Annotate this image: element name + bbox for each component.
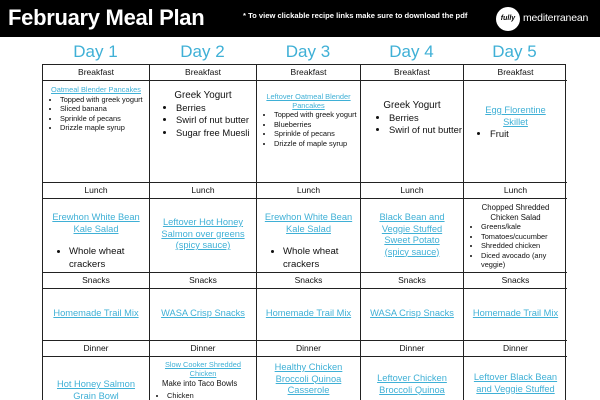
day-1-snacks — [43, 289, 149, 341]
list-item: • Drizzle maple syrup — [60, 123, 149, 133]
pdf-note: * To view clickable recipe links make sure to download the pdf — [243, 11, 468, 20]
brand-logo — [496, 7, 596, 31]
list-item: • Shredded chicken — [481, 241, 567, 251]
list-item: • Berries — [176, 102, 256, 114]
day-4-heading: Day 4 — [389, 42, 434, 61]
list-item: • Whole wheat crackers — [283, 245, 360, 271]
wasa-crisp-link[interactable]: WASA Crisp Snacks — [161, 308, 245, 318]
list-item: • Whole wheat crackers — [69, 245, 149, 271]
day-5-breakfast-list — [464, 128, 567, 140]
white-bean-salad-link[interactable]: Erewhon White Bean Kale Salad — [52, 212, 140, 234]
list-item: • Sliced banana — [60, 104, 149, 114]
day-3-dinner — [257, 357, 360, 400]
day-1-breakfast — [43, 81, 149, 183]
day-5-heading: Day 5 — [492, 42, 537, 61]
day-2-column — [150, 65, 257, 400]
day-4-column — [361, 65, 464, 400]
day-2-heading: Day 2 — [180, 42, 225, 61]
day-2-dinner-list — [150, 391, 256, 400]
day-1-breakfast-list — [43, 95, 149, 133]
list-item: • Sprinkle of pecans — [60, 114, 149, 124]
day-2-breakfast — [150, 81, 256, 183]
spicy-sauce-link[interactable]: (spicy sauce) — [384, 246, 440, 257]
day-3-breakfast — [257, 81, 360, 183]
salmon-grain-bowl-link[interactable]: Hot Honey Salmon Grain Bowl — [56, 379, 136, 400]
day-4-lunch — [361, 199, 463, 273]
breakfast-label: Breakfast — [257, 65, 360, 81]
leftover-salmon-link[interactable]: Leftover Hot Honey Salmon over greens — [161, 217, 245, 239]
list-item: • Greens/kale — [481, 222, 567, 232]
day-5-lunch — [464, 199, 567, 273]
list-item: • Berries — [389, 112, 463, 124]
dinner-label: Dinner — [257, 341, 360, 357]
lunch-label: Lunch — [361, 183, 463, 199]
list-item: • Fruit — [490, 128, 567, 140]
day-2-breakfast-list — [150, 102, 256, 139]
page-title: February Meal Plan — [8, 5, 205, 30]
leftover-quinoa-link[interactable]: Leftover Chicken Broccoli Quinoa — [377, 373, 447, 395]
lunch-label: Lunch — [464, 183, 567, 199]
breakfast-label: Breakfast — [150, 65, 256, 81]
greek-yogurt-text: Greek Yogurt — [174, 90, 232, 101]
trail-mix-link[interactable]: Homemade Trail Mix — [53, 308, 139, 318]
sweet-potato-link[interactable]: Black Bean and Veggie Stuffed Sweet Potato — [379, 212, 445, 245]
leftover-stuffed-link[interactable]: Leftover Black Bean and Veggie Stuffed — [473, 372, 558, 394]
day-5-dinner — [464, 357, 567, 400]
lunch-label: Lunch — [150, 183, 256, 199]
header-bar — [0, 0, 600, 37]
day-3-column — [257, 65, 361, 400]
day-4-breakfast — [361, 81, 463, 183]
snacks-label: Snacks — [150, 273, 256, 289]
list-item: • Chicken — [167, 391, 256, 400]
dinner-label: Dinner — [464, 341, 567, 357]
chicken-salad-text: Chopped Shredded Chicken Salad — [481, 203, 550, 222]
dinner-label: Dinner — [150, 341, 256, 357]
day-5-lunch-list — [464, 222, 567, 270]
day-1-heading: Day 1 — [73, 42, 118, 61]
list-item: • Tomatoes/cucumber — [481, 232, 567, 242]
list-item: • Sugar free Muesli — [176, 127, 256, 139]
trail-mix-link[interactable]: Homemade Trail Mix — [265, 308, 352, 318]
day-1-lunch-list — [43, 245, 149, 271]
egg-florentine-link[interactable]: Egg Florentine Skillet — [485, 105, 546, 127]
trail-mix-link[interactable]: Homemade Trail Mix — [472, 308, 559, 318]
oatmeal-pancakes-link[interactable]: Oatmeal Blender Pancakes — [51, 85, 141, 94]
logo-wordmark: mediterranean — [523, 12, 589, 24]
day-5-column — [464, 65, 567, 400]
day-2-snacks — [150, 289, 256, 341]
list-item: • Swirl of nut butter — [176, 114, 256, 126]
taco-bowls-text: Make into Taco Bowls — [162, 379, 238, 388]
lunch-label: Lunch — [43, 183, 149, 199]
day-1-lunch — [43, 199, 149, 273]
day-1-column — [43, 65, 150, 400]
list-item: • Sprinkle of pecans — [274, 129, 360, 139]
day-3-lunch-list — [257, 245, 360, 271]
shredded-chicken-link[interactable]: Slow Cooker Shredded Chicken — [164, 360, 241, 378]
day-2-dinner — [150, 357, 256, 400]
list-item: • Drizzle of maple syrup — [274, 139, 360, 149]
quinoa-casserole-link[interactable]: Healthy Chicken Broccoli Quinoa Casserole — [274, 362, 343, 395]
dinner-label: Dinner — [361, 341, 463, 357]
day-3-breakfast-list — [257, 110, 360, 148]
greek-yogurt-text: Greek Yogurt — [383, 100, 441, 111]
meal-plan-grid — [42, 64, 566, 400]
dinner-label: Dinner — [43, 341, 149, 357]
day-2-lunch — [150, 199, 256, 273]
spicy-sauce-link[interactable]: (spicy sauce) — [175, 240, 231, 250]
breakfast-label: Breakfast — [464, 65, 567, 81]
snacks-label: Snacks — [257, 273, 360, 289]
wasa-crisp-link[interactable]: WASA Crisp Snacks — [370, 308, 454, 318]
day-4-snacks — [361, 289, 463, 341]
snacks-label: Snacks — [361, 273, 463, 289]
list-item: • Blueberries — [274, 120, 360, 130]
list-item: • Topped with greek yogurt — [60, 95, 149, 105]
leftover-pancakes-link[interactable]: Leftover Oatmeal Blender Pancakes — [266, 92, 351, 110]
day-4-breakfast-list — [361, 112, 463, 137]
list-item: • Swirl of nut butter — [389, 124, 463, 136]
day-5-snacks — [464, 289, 567, 341]
white-bean-salad-link[interactable]: Erewhon White Bean Kale Salad — [264, 212, 353, 234]
list-item: • Topped with greek yogurt — [274, 110, 360, 120]
day-5-breakfast — [464, 81, 567, 183]
breakfast-label: Breakfast — [43, 65, 149, 81]
day-3-snacks — [257, 289, 360, 341]
snacks-label: Snacks — [464, 273, 567, 289]
day-1-dinner — [43, 357, 149, 400]
day-3-lunch — [257, 199, 360, 273]
breakfast-label: Breakfast — [361, 65, 463, 81]
logo-circle: fully — [496, 7, 520, 31]
day-3-heading: Day 3 — [285, 42, 331, 61]
list-item: • Diced avocado (any veggie) — [481, 251, 567, 270]
snacks-label: Snacks — [43, 273, 149, 289]
lunch-label: Lunch — [257, 183, 360, 199]
day-4-dinner — [361, 357, 463, 400]
